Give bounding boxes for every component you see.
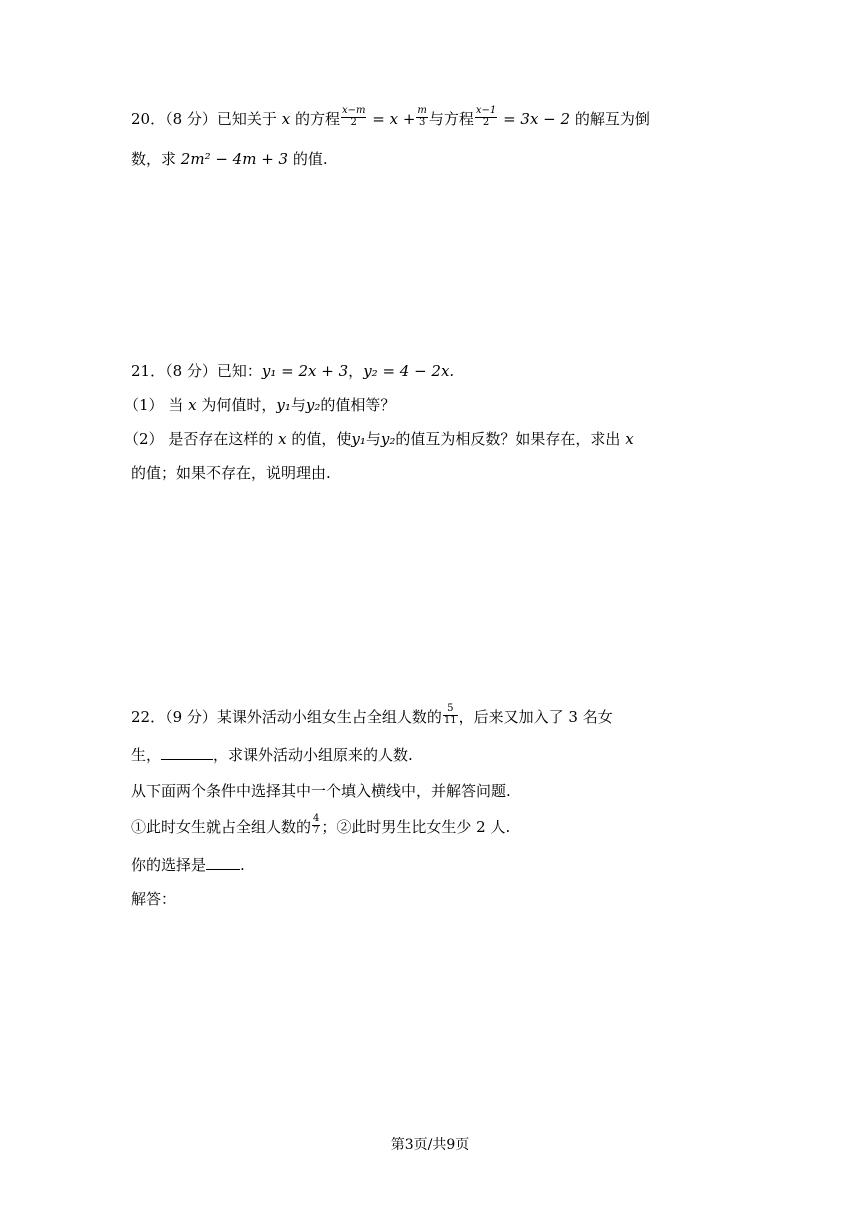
- q20-eq1-m-fraction: $\frac{m}{3}$: [417, 105, 427, 128]
- q21-text: 的值相等？: [320, 396, 396, 414]
- q22-option-text: ；②此时男生比女生少 2 人.: [321, 818, 511, 836]
- q22-text: ，求课外活动小组原来的人数.: [213, 746, 413, 764]
- q21-part1: [124, 394, 395, 415]
- q21-score: （8 分）: [165, 362, 217, 380]
- q21-var: x: [188, 396, 197, 414]
- q20-text: 数，求: [131, 150, 177, 168]
- q21-text: 为何值时，: [201, 396, 277, 414]
- q21-var: x: [625, 430, 634, 448]
- q20-text: 的值.: [292, 150, 328, 168]
- q20-text: 的解互为倒: [574, 110, 650, 128]
- q21-number: 21．: [131, 362, 166, 380]
- q20-eq2-fraction: $\frac{x-1}{2}$: [475, 105, 497, 128]
- q21-var: x: [278, 430, 287, 448]
- q22-choice: [131, 854, 245, 875]
- q22-fraction: $\frac{5}{11}$: [443, 703, 457, 726]
- q21-var: y₂: [380, 430, 396, 448]
- q22-text: 生，: [131, 746, 162, 764]
- q20-line2: [131, 148, 328, 169]
- q22-text: 某课外活动小组女生占全组人数的: [216, 708, 442, 726]
- q20-eq1-rhs: = x +: [372, 110, 416, 128]
- q21-var: y₁: [351, 430, 366, 448]
- q21-line1: [131, 360, 454, 381]
- q20-var: x: [281, 110, 291, 128]
- q21-part2-line2: [131, 462, 331, 483]
- q20-eq1-fraction: $\frac{x-m}{2}$: [341, 105, 366, 128]
- q20-line1: [131, 105, 650, 131]
- q20-text: 已知关于: [216, 110, 277, 128]
- q22-option-text: ①此时女生就占全组人数的: [131, 818, 312, 836]
- q22-score: （9 分）: [165, 708, 217, 726]
- q20-text: 的方程: [294, 110, 340, 128]
- q22-text: 从下面两个条件中选择其中一个填入横线中，并解答问题.: [131, 782, 511, 800]
- q21-separator: ，: [348, 362, 364, 380]
- q20-eq2-rhs: = 3x − 2: [503, 110, 571, 128]
- q21-y1-expression: y₁ = 2x + 3: [261, 362, 349, 380]
- q21-var: y₂: [305, 396, 321, 414]
- q22-text: .: [240, 856, 245, 874]
- q22-text: 你的选择是: [131, 856, 207, 874]
- page-footer: 第3页/共9页: [390, 1137, 470, 1153]
- q22-fraction: $\frac{4}{7}$: [313, 813, 320, 836]
- q22-line3: [131, 780, 511, 801]
- q21-var: y₁: [276, 396, 291, 414]
- q20-score: （8 分）: [165, 110, 217, 128]
- q21-text: 的值；如果不存在，说明理由.: [131, 464, 331, 482]
- q21-part2-label: （2）: [124, 430, 164, 448]
- q21-text: 的值互为相反数？如果存在，求出: [395, 430, 621, 448]
- q21-text: 当: [168, 396, 184, 414]
- q21-part2: [124, 428, 634, 449]
- q22-text: ，后来又加入了 3 名女: [458, 708, 613, 726]
- q21-text: 是否存在这样的: [168, 430, 274, 448]
- q20-number: 20．: [131, 110, 166, 128]
- answer-label: 解答：: [131, 890, 177, 908]
- q22-answer-label: [131, 888, 176, 909]
- q22-line2: [131, 744, 413, 765]
- q21-text: 已知：: [216, 362, 262, 380]
- q21-text: 的值，使: [291, 430, 352, 448]
- choice-blank: [206, 869, 240, 870]
- q20-expression: 2m² − 4m + 3: [180, 150, 289, 168]
- q21-part1-label: （1）: [124, 396, 164, 414]
- q21-y2-expression: y₂ = 4 − 2x.: [363, 362, 455, 380]
- q20-text: 与方程: [428, 110, 474, 128]
- fill-in-blank: [161, 759, 213, 760]
- q21-text: 与: [365, 430, 381, 448]
- q22-number: 22．: [131, 708, 166, 726]
- q22-line1: [131, 703, 613, 729]
- q21-text: 与: [290, 396, 306, 414]
- q22-options: [131, 813, 511, 839]
